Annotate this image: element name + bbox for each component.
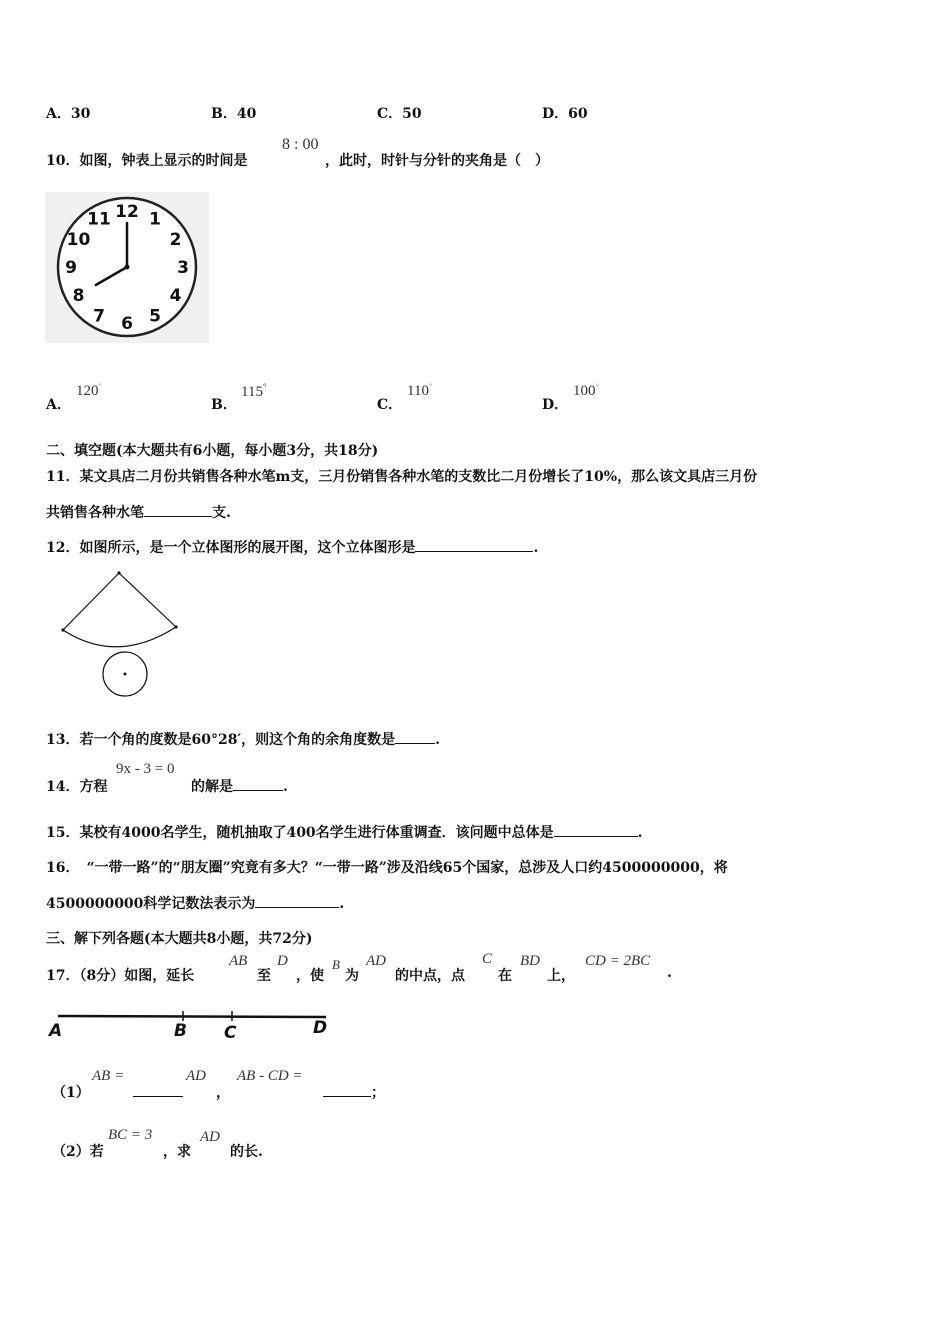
q10-option-a [46,394,71,414]
sector-right-radius [119,573,176,627]
cone-net-figure [55,567,185,699]
clock-number-9: 9 [65,258,77,278]
q17-part-text-5: 的中点，点 [395,968,465,984]
q17-part1-comma: ， [216,1085,230,1101]
cone-net-svg [55,567,185,699]
q10-option-b-label: B． [211,397,237,413]
q13-answer-blank[interactable] [395,729,435,744]
q15-text: 15．某校有4000名学生，随机抽取了400名学生进行体重调查．该问题中总体是 . [46,822,643,842]
q17-ad: AD [366,953,386,969]
clock-figure [45,192,209,343]
q10-option-b-value: 115° [241,382,267,400]
clock-center [125,265,130,270]
segment-figure [46,1008,346,1040]
q10-option-c [377,394,402,414]
clock-number-2: 2 [169,230,182,250]
section2-heading: 二、填空题(本大题共有6小题，每小题3分，共18分) [46,443,379,459]
clock-number-3: 3 [177,258,189,278]
q9-option-a: A．30 [46,106,91,122]
q17-part1-blank1-wrap [133,1082,183,1101]
clock-number-1: 1 [149,209,161,230]
q17-part-text-6: 在 [498,968,512,984]
q15-answer-blank[interactable] [554,822,638,837]
section3-heading: 三、解下列各题(本大题共8小题，共72分) [46,931,313,947]
q10-option-a-value: 120° [76,382,102,399]
q17-part1-blank2[interactable] [323,1082,371,1097]
q14-answer-blank[interactable] [233,776,283,791]
sector-apex-dot [117,571,120,574]
q11-answer-blank[interactable] [144,502,212,517]
clock-number-7: 7 [93,306,105,327]
q9-option-c: C．50 [377,106,422,122]
q13-text: 13．若一个角的度数是60°28′，则这个角的余角度数是 . [46,729,440,749]
q11-line2: 共销售各种水笔 支. [46,502,231,522]
q10-suffix: ，此时，时针与分针的夹角是（ ） [325,153,549,169]
q17-part-text-4: 为 [345,968,359,984]
q17-part-text-1: 17．（8分）如图，延长 [46,968,195,984]
q17-part2-label: （2）若 [52,1144,104,1160]
segment-ad [58,1016,326,1017]
q17-part1-blank1[interactable] [133,1082,183,1097]
q17-bd: BD [520,953,540,969]
q14-equation: 9x - 3 = 0 [116,761,175,777]
q10-option-a-label: A． [46,397,71,413]
clock-number-5: 5 [149,306,161,327]
q17-part2-target: AD [200,1129,220,1145]
q10-time: 8 : 00 [282,136,319,153]
clock-svg [45,192,209,343]
q17-part1-label: （1） [52,1085,90,1101]
sector-left-dot [61,628,64,631]
label-c: C [224,1023,237,1040]
label-b: B [174,1021,187,1040]
clock-number-6: 6 [121,314,133,334]
sector-left-radius [63,573,119,630]
q9-option-b: B．40 [211,106,257,122]
q14-prefix: 14．方程 [46,779,108,795]
q17-part-text-2: 至 [257,968,271,984]
q17-b: B [332,957,340,972]
clock-number-10: 10 [66,230,91,250]
q17-part2-mid: ，求 [163,1144,191,1160]
clock-number-11: 11 [87,209,111,230]
q14-rest: 的解是 . [191,776,288,796]
q17-c: C [482,951,493,967]
q17-relation: CD = 2BC [585,953,651,969]
q10-option-c-label: C． [377,397,403,413]
q11-line1: 11．某文具店二月份共销售各种水笔m支，三月份销售各种水笔的支数比二月份增长了10%，那么该文具店三月份 [46,469,758,485]
q10-option-b [211,394,237,414]
q17-d: D [277,953,288,969]
q17-part2-given: BC = 3 [108,1127,153,1143]
q17-part-text-8: . [667,965,672,981]
q17-part1-ad: AD [186,1068,206,1084]
q9-option-d: D．60 [542,106,588,122]
sector-arc [63,627,176,647]
q12-text: 12．如图所示，是一个立体图形的展开图，这个立体图形是 . [46,537,538,557]
q16-answer-blank[interactable] [255,893,339,908]
base-center-dot [124,673,127,676]
q16-line2: 4500000000科学记数法表示为 . [46,893,344,913]
q17-ab: AB [229,953,248,969]
segment-svg [46,1008,346,1040]
q16-line1: 16． “一带一路”的“朋友圈”究竟有多大？“一带一路”涉及沿线65个国家，总涉及人口约4500000000，将 [46,860,728,876]
sector-right-dot [174,625,177,628]
clock-number-4: 4 [169,286,182,306]
q17-part-text-3: ，使 [296,968,324,984]
label-d: D [313,1018,328,1038]
clock-number-12: 12 [115,202,139,222]
q10-option-d [542,394,568,414]
q17-part1-expr1: AB = [92,1068,125,1084]
q10-option-d-value: 100° [573,382,599,399]
q17-part-text-7: 上， [547,968,575,984]
q10-prefix: 10．如图，钟表上显示的时间是 [46,153,248,169]
q17-part1-expr2: AB - CD = [237,1068,303,1084]
label-a: A [49,1021,63,1040]
q10-option-c-value: 110° [407,382,433,399]
clock-number-8: 8 [72,286,85,306]
q17-part2-end: 的长. [230,1144,263,1160]
q17-part1-blank2-wrap: ； [323,1082,385,1102]
q12-answer-blank[interactable] [415,537,533,552]
q10-option-d-label: D． [542,397,569,413]
